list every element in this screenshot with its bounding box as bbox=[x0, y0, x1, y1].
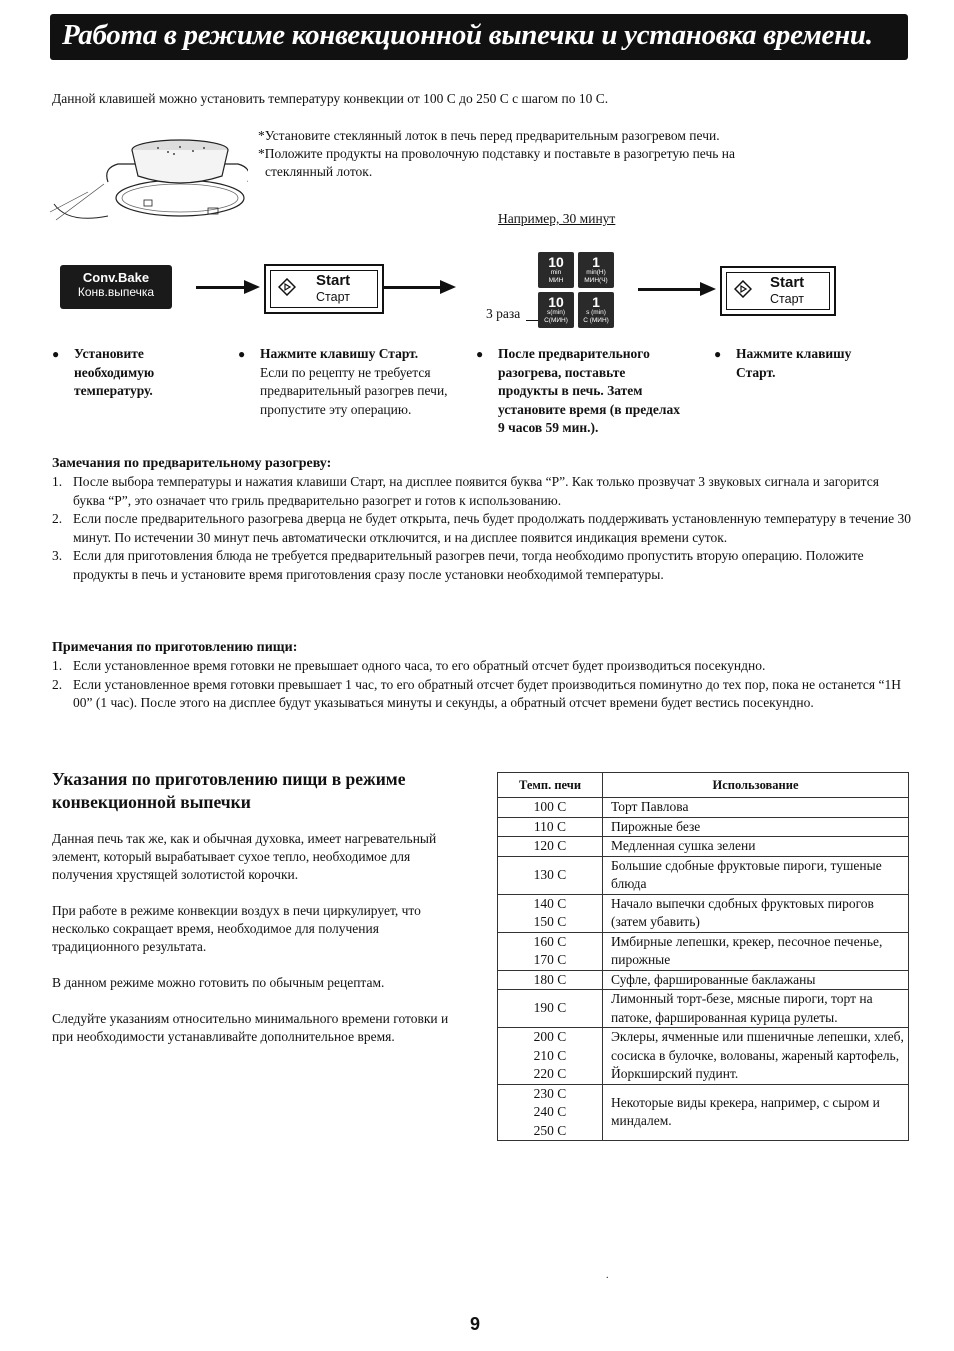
table-cell-temp bbox=[498, 798, 603, 818]
table-row bbox=[498, 798, 908, 818]
tip-line: *Положите продукты на проволочную подставку и поставьте в разогретую печь на bbox=[258, 146, 735, 161]
keypad-sub: s (min) bbox=[586, 309, 606, 316]
conv-bake-label-en: Conv.Bake bbox=[82, 270, 150, 285]
table-cell-use: Лимонный торт-безе, мясные пироги, торт на патоке, фаршированная курица рулеты. bbox=[603, 990, 909, 1028]
keypad-10s-button[interactable] bbox=[538, 292, 574, 328]
start-label-en: Start bbox=[770, 274, 805, 291]
step-bold: Нажмите клавишу Старт. bbox=[736, 346, 852, 380]
keypad-sub: МИН(Ч) bbox=[584, 276, 608, 284]
table-row bbox=[498, 856, 908, 894]
bullet-icon: ● bbox=[238, 347, 246, 361]
temp-value: 110 С bbox=[533, 818, 567, 834]
step-4 bbox=[714, 345, 886, 382]
guide-heading: Указания по приготовлению пищи в режиме конвекционной выпечки bbox=[52, 769, 406, 812]
arrow-head bbox=[440, 280, 456, 294]
arrow bbox=[196, 286, 244, 289]
keypad-sub: С (МИН) bbox=[583, 316, 609, 324]
table-cell-use: Большие сдобные фруктовые пироги, тушеные блюда bbox=[603, 856, 909, 894]
keypad-digit: 10 bbox=[548, 294, 564, 310]
table-cell-temp bbox=[498, 817, 603, 837]
table-cell-use: Некоторые виды крекера, например, с сыром и миндалем. bbox=[611, 1094, 880, 1129]
preheat-notes bbox=[52, 456, 912, 584]
temp-value: 170 С bbox=[533, 952, 567, 967]
table-row bbox=[498, 894, 908, 932]
table-cell-use: Пирожные безе bbox=[603, 817, 909, 837]
keypad-10min-button[interactable] bbox=[538, 252, 574, 288]
temp-value: 140 С bbox=[533, 895, 567, 911]
start-diamond-icon bbox=[278, 278, 294, 294]
table-cell-use: Суфле, фаршированные баклажаны bbox=[603, 970, 909, 990]
arrow bbox=[384, 286, 440, 289]
keypad-digit: 1 bbox=[592, 254, 600, 270]
list-item: 1. Если установленное время готовки не превышает одного часа, то его обратный отсчет будет производиться посекундно. bbox=[52, 658, 766, 673]
bullet-icon: ● bbox=[714, 347, 722, 361]
temp-value: 130 С bbox=[533, 866, 567, 882]
tips bbox=[258, 127, 898, 181]
arrow bbox=[638, 288, 700, 291]
temp-value: 220 С bbox=[533, 1066, 567, 1081]
intro-text: Данной клавишей можно установить температуру конвекции от 100 С до 250 С с шагом по 10 С. bbox=[52, 91, 609, 106]
keypad-1s-button[interactable] bbox=[578, 292, 614, 328]
guide-paragraph: Следуйте указаниям относительно минимального времени готовки и при необходимости устанавливайте дополнительное время. bbox=[52, 1011, 449, 1044]
keypad-sub: min bbox=[550, 269, 562, 276]
temp-value: 210 С bbox=[533, 1047, 567, 1063]
step-bold: Установите необходимую температуру. bbox=[74, 346, 155, 398]
table-cell-use: Начало выпечки сдобных фруктовых пирогов (затем убавить) bbox=[603, 894, 909, 932]
temperature-table bbox=[498, 773, 908, 1140]
start-button[interactable] bbox=[264, 264, 384, 314]
arrow-head bbox=[244, 280, 260, 294]
keypad-sub: min(H) bbox=[586, 269, 606, 276]
table-cell-temp bbox=[498, 990, 603, 1028]
conv-bake-label-ru: Конв.выпечка bbox=[77, 285, 155, 299]
note-text: Если для приготовления блюда не требуется предварительный разогрев печи, тогда необходимо пропустить вторую операцию. Положите продукты в печь и установите время приготовления сразу после установки необходимой температуры. bbox=[73, 548, 864, 582]
temperature-table-box bbox=[497, 772, 909, 1141]
page-title: Работа в режиме конвекционной выпечки и установка времени. bbox=[62, 19, 873, 51]
table-cell-temp bbox=[498, 932, 603, 970]
note-text: Если установленное время готовки превышает 1 час, то его обратный отсчет будет производиться поминутно до тех пор, пока не останется “1H 00” (1 час). После этого на дисплее будут указываться минуты и секунды, а обратный отсчет времени будет вестись посекундно. bbox=[73, 676, 901, 710]
temp-value: 230 С bbox=[533, 1085, 567, 1101]
temp-value: 250 С bbox=[533, 1122, 567, 1138]
keypad-digit: 1 bbox=[592, 294, 600, 310]
guide-paragraph: В данном режиме можно готовить по обычным рецептам. bbox=[52, 975, 385, 990]
example-label: Например, 30 минут bbox=[498, 211, 616, 226]
arrow-head bbox=[700, 282, 716, 296]
table-cell-use: Имбирные лепешки, крекер, песочное печенье, пирожные bbox=[603, 932, 909, 970]
conv-bake-button[interactable] bbox=[60, 265, 172, 309]
step-3 bbox=[476, 345, 688, 438]
cooking-notes bbox=[52, 640, 912, 713]
list-item: 2. Если установленное время готовки превышает 1 час, то его обратный отсчет будет производиться поминутно до тех пор, пока не останется “1H 00” (1 час). После этого на дисплее будут указываться минуты и секунды, а обратный отсчет времени будет вестись посекундно. bbox=[52, 676, 901, 710]
list-item: 3. Если для приготовления блюда не требуется предварительный разогрев печи, тогда необходимо пропустить вторую операцию. Положите продукты в печь и установите время приготовления сразу после установки необходимой температуры. bbox=[52, 548, 864, 582]
time-keypad bbox=[538, 252, 620, 330]
temp-value: 120 С bbox=[533, 838, 567, 853]
keypad-sub: С(МИН) bbox=[544, 316, 568, 324]
title-bar bbox=[50, 14, 908, 60]
table-row bbox=[498, 932, 908, 970]
note-text: После выбора температуры и нажатия клавиши Старт, на дисплее появится буква “P”. Как только прозвучат 3 звуковых сигнала и загорится буква “P”, это означает что гриль предварительно разогрет и готов к использованию. bbox=[73, 474, 879, 508]
bullet-icon: ● bbox=[52, 347, 60, 361]
tip-line: *Установите стеклянный лоток в печь перед предварительным разогревом печи. bbox=[258, 128, 720, 143]
keypad-sub: МИН bbox=[548, 276, 564, 284]
guide-section bbox=[52, 768, 462, 1046]
list-item: 2. Если после предварительного разогрева дверца не будет открыта, печь будет продолжать поддерживать установленную температуру в течение 30 минут. По истечении 30 минут печь автоматически отключится, и на дисплее появится индикация времени суток. bbox=[52, 511, 911, 545]
temp-value: 190 С bbox=[533, 1000, 567, 1016]
times-leader-line bbox=[526, 320, 538, 321]
cooking-notes-heading: Примечания по приготовлению пищи: bbox=[52, 640, 298, 655]
temp-value: 180 С bbox=[533, 971, 567, 987]
temp-value: 160 С bbox=[533, 933, 567, 949]
start-button[interactable] bbox=[720, 266, 836, 316]
page-number: 9 bbox=[470, 1314, 481, 1334]
table-cell-temp bbox=[498, 894, 603, 932]
guide-paragraph: При работе в режиме конвекции воздух в печи циркулирует, что несколько сокращает время, необходимое для получения традиционного результата. bbox=[52, 903, 421, 954]
table-row bbox=[498, 1028, 908, 1085]
table-cell-use: Эклеры, ячменные или пшеничные лепешки, хлеб, сосиска в булочке, волованы, жареный картофель, Йоркширский пудинт. bbox=[603, 1028, 909, 1085]
table-cell-temp bbox=[498, 970, 603, 990]
preheat-notes-heading: Замечания по предварительному разогреву: bbox=[52, 456, 332, 471]
table-cell-temp bbox=[498, 1028, 603, 1085]
table-row bbox=[498, 990, 908, 1028]
start-label-ru: Старт bbox=[316, 290, 350, 304]
step-bold: Нажмите клавишу Старт. bbox=[260, 346, 419, 361]
table-cell-temp bbox=[498, 1084, 603, 1140]
temp-value: 200 С bbox=[533, 1029, 567, 1044]
start-diamond-icon bbox=[734, 280, 750, 296]
note-text: Если после предварительного разогрева дверца не будет открыта, печь будет продолжать поддерживать установленную температуру в течение 30 минут. По истечении 30 минут печь автоматически отключится, и на дисплее появится индикация времени суток. bbox=[73, 511, 911, 545]
times-label: 3 раза bbox=[486, 306, 521, 321]
note-text: Если установленное время готовки не превышает одного часа, то его обратный отсчет будет производиться посекундно. bbox=[73, 658, 766, 673]
start-label-ru: Старт bbox=[770, 292, 804, 306]
dot-mark: . bbox=[606, 1270, 609, 1281]
table-cell-temp bbox=[498, 837, 603, 857]
table-header-row bbox=[498, 773, 908, 798]
temp-value: 240 С bbox=[533, 1104, 567, 1119]
table-row bbox=[498, 837, 908, 857]
table-header-use: Использование bbox=[603, 773, 909, 798]
tip-line: стеклянный лоток. bbox=[265, 164, 373, 179]
step-2 bbox=[238, 345, 460, 419]
step-1 bbox=[52, 345, 204, 401]
temp-value: 150 С bbox=[533, 914, 567, 929]
table-cell-temp bbox=[498, 856, 603, 894]
table-cell-use: Медленная сушка зелени bbox=[603, 837, 909, 857]
bullet-icon: ● bbox=[476, 347, 484, 361]
guide-paragraph: Данная печь так же, как и обычная духовка, имеет нагревательный элемент, который вырабатывает сухое тепло, необходимое для получения хрустящей золотистой корочки. bbox=[52, 831, 437, 882]
keypad-sub: s(min) bbox=[546, 309, 566, 316]
table-row bbox=[498, 817, 908, 837]
step-text: Если по рецепту не требуется предварительный разогрев печи, пропустите эту операцию. bbox=[260, 364, 448, 417]
temp-value: 100 С bbox=[533, 799, 567, 814]
keypad-digit: 10 bbox=[548, 254, 564, 270]
table-header-temp: Темп. печи bbox=[498, 773, 603, 798]
table-cell-use: Торт Павлова bbox=[603, 798, 909, 818]
oven-tray-illustration bbox=[48, 128, 248, 228]
start-label-en: Start bbox=[316, 272, 351, 289]
table-row bbox=[498, 970, 908, 990]
table-row bbox=[498, 1084, 908, 1140]
step-bold: После предварительного разогрева, поставьте продукты в печь. Затем установите время (в пределах 9 часов 59 мин.). bbox=[498, 346, 680, 435]
keypad-1min-button[interactable] bbox=[578, 252, 614, 288]
list-item: 1. После выбора температуры и нажатия клавиши Старт, на дисплее появится буква “P”. Как только прозвучат 3 звуковых сигнала и загорится буква “P”, это означает что гриль предварительно разогрет и готов к использованию. bbox=[52, 474, 879, 508]
